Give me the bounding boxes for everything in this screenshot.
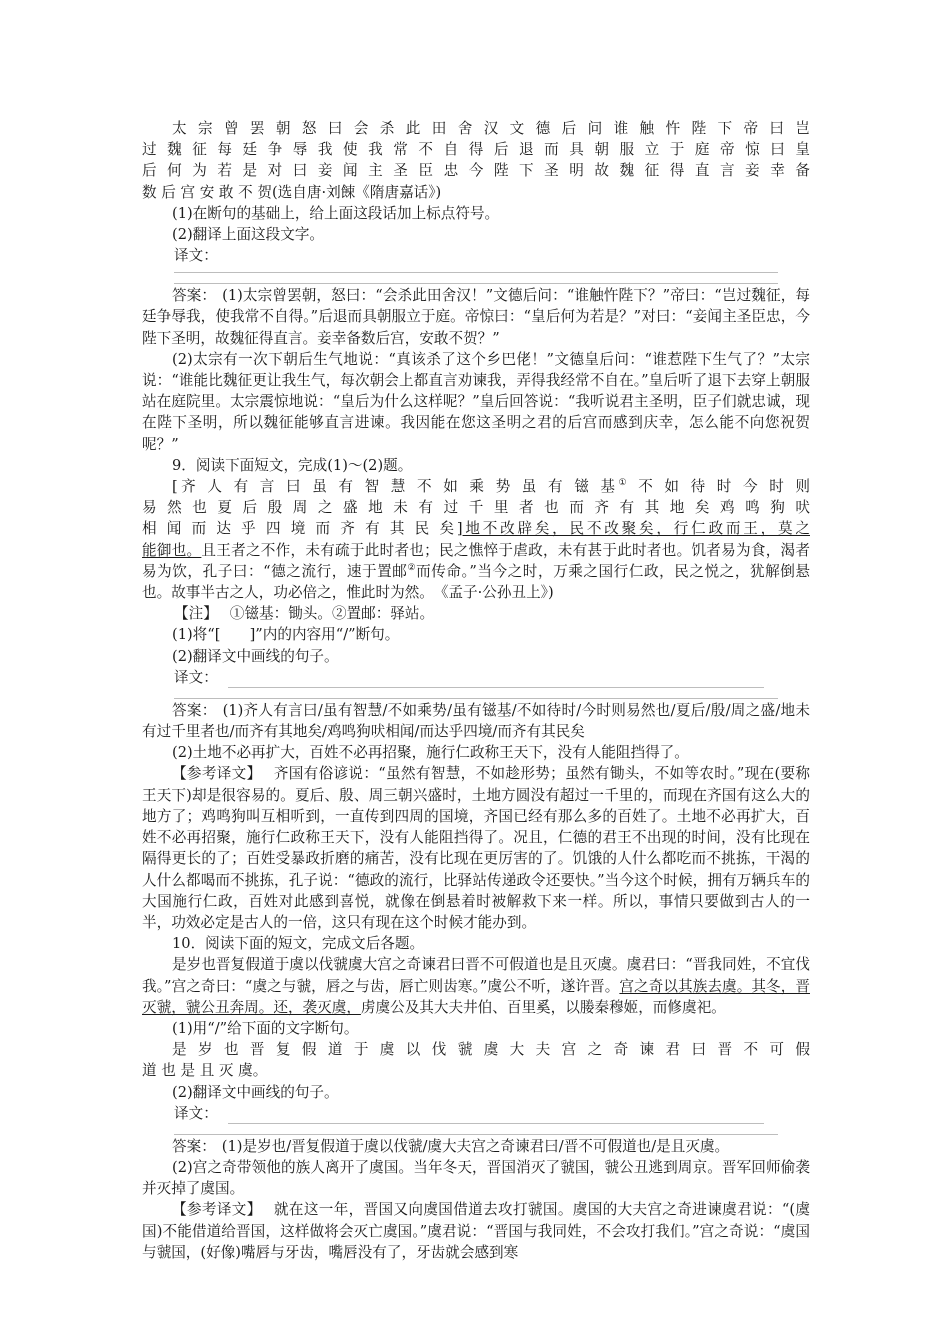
q8-task-2: (2)翻译上面这段文字。: [172, 226, 325, 244]
translation-label: 译文：: [174, 247, 218, 265]
q10-heading: 10．阅读下面的短文，完成文后各题。: [172, 935, 425, 953]
reference-label: 【参考译文】: [172, 1201, 262, 1219]
q8-passage-line: 后 何 为 若 是 对 曰 妾 闻 主 圣 臣 忠 今 陛 下 圣 明 故 魏 征 得 直 言 妾 幸 备: [142, 162, 810, 180]
answer-blank-line: [228, 673, 764, 688]
q9-note: 【注】 ①镃基：锄头。②置邮：驿站。: [174, 605, 435, 623]
answer-label: 答案：: [172, 1137, 216, 1155]
q9-task-2: (2)翻译文中画线的句子。: [172, 647, 339, 665]
q10-translation-line: [142, 1103, 810, 1124]
underlined-sentence: 宫之奇以其族去虞。其冬，晋灭虢，虢公丑奔周。还，袭灭虞，: [142, 977, 810, 1016]
q9-task-1: (1)将“[ ]”内的内容用“/”断句。: [172, 626, 400, 644]
q10-reference-translation: 【参考译文】 就在这一年，晋国又向虞国借道去攻打虢国。虞国的大夫宫之奇进谏虞君说：“(虞国)不能借道给晋国，这样做将会灭亡虞国。”虞君说：“晋国与我同姓，不会攻打我们。”宫之奇说：“虞国与虢国，(好像)嘴唇与牙齿，嘴唇没有了，牙齿就会感到寒: [142, 1201, 810, 1261]
q10-answer-1: 答案： (1)是岁也/晋复假道于虞以伐虢/虞大夫宫之奇谏君曰/晋不可假道也/是且灭虞。: [172, 1137, 730, 1155]
q10-task-2: (2)翻译文中画线的句子。: [172, 1083, 339, 1101]
answer-blank-line: [174, 1134, 778, 1135]
q9-reference-translation: 【参考译文】 齐国有俗谚说：“虽然有智慧，不如趁形势；虽然有锄头，不如等农时。”现在(要称王天下)却是很容易的。夏后、殷、周三朝兴盛时，土地方圆没有超过一千里的，而现在齐国有这么大的地方了；鸡鸣狗叫互相听到，一直传到四周的国境，齐国已经有那么多的百姓了。土地不必再扩大，百姓不必再招聚，施行仁政称王天下，没有人能阻挡得了。况且，仁德的君王不出现的时间，没有比现在隔得更长的了；百姓受暴政折磨的痛苦，没有比现在更厉害的了。饥饿的人什么都吃而不挑拣，干渴的人什么都喝而不挑拣，孔子说：“德政的流行，比驿站传递政令还要快。”当今这个时候，拥有万辆兵车的大国施行仁政，百姓对此感到喜悦，就像在倒悬着时被解救下来一样。所以，事情只要做到古人的一半，功效必定是古人的一倍，这只有现在这个时候才能办到。: [142, 765, 810, 931]
q8-answer-1: 答案： (1)太宗曾罢朝，怒曰：“会杀此田舍汉！”文德后问：“谁触忤陛下？”帝曰：“岂过魏征，每廷争辱我，使我常不自得。”后退而具朝服立于庭。帝惊曰：“皇后何为若是？”对曰：“妾闻主圣臣忠，今陛下圣明，故魏征得直言。妾幸备数后宫，安敢不贺？”: [142, 287, 810, 347]
q10-task-1: (1)用“/”给下面的文字断句。: [172, 1019, 359, 1037]
q10-spaced-line: 道 也 是 且 灭 虞。: [142, 1062, 268, 1080]
underlined-sentence: 能御也。: [142, 541, 202, 559]
translation-label: 译文：: [174, 1104, 218, 1122]
q9-answer-1: 答案： (1)齐人有言曰/虽有智慧/不如乘势/虽有镃基/不如待时/今时则易然也/夏后/殷/周之盛/地未有过千里者也/而齐有其地矣/鸡鸣狗吠相闻/而达乎四境/而齐有其民矣: [142, 701, 810, 741]
answer-blank-line: [174, 283, 778, 284]
q9-answer-2: (2)土地不必再扩大，百姓不必再招聚，施行仁政称王天下，没有人能阻挡得了。: [172, 744, 689, 762]
q8-translation-line: [142, 245, 810, 266]
answer-blank-line: [174, 698, 778, 699]
q8-passage-line: 过 魏 征 每 廷 争 辱 我 使 我 常 不 自 得 后 退 而 具 朝 服 立 于 庭 帝 惊 曰 皇: [142, 141, 810, 159]
underlined-sentence: 地不改辟矣，民不改聚矣，行仁政而王，莫之: [462, 520, 810, 538]
answer-label: 答案：: [172, 287, 217, 305]
q10-answer-2: (2)宫之奇带领他的族人离开了虞国。当年冬天，晋国消灭了虢国，虢公丑逃到周京。晋军回师偷袭并灭掉了虞国。: [142, 1158, 810, 1198]
q9-bracket-line: 易 然 也 夏 后 殷 周 之 盛 地 未 有 过 千 里 者 也 而 齐 有 其 地 矣 鸡 鸣 狗 吠: [142, 499, 810, 517]
q8-passage-last: 数 后 宫 安 敢 不 贺(选自唐·刘餗《隋唐嘉话》): [142, 183, 442, 201]
q9-bracket-line: [齐 人 有 言 曰 虽 有 智 慧 不 如 乘 势 虽 有 镃 基① 不 如 待 时 今 时 则: [172, 478, 810, 496]
q9-bracket-line: 相 闻 而 达 乎 四 境 而 齐 有 其 民 矣]地不改辟矣，民不改聚矣，行仁政而王，莫之: [142, 520, 810, 538]
q9-translation-line: [142, 667, 810, 688]
q9-heading: 9．阅读下面短文，完成(1)～(2)题。: [172, 456, 413, 474]
q10-spaced-line: 是 岁 也 晋 复 假 道 于 虞 以 伐 虢 虞 大 夫 宫 之 奇 谏 君 曰 晋 不 可 假: [172, 1041, 810, 1059]
answer-label: 答案：: [172, 701, 217, 719]
document-page: [142, 118, 810, 1263]
q10-passage: 是岁也晋复假道于虞以伐虢虞大宫之奇谏君曰晋不可假道也是且灭虞。虞君曰：“晋我同姓，不宜伐我。”宫之奇曰：“虞之与虢，唇之与齿，唇亡则齿寒。”虞公不听，遂许晋。宫之奇以其族去虞。其冬，晋灭虢，虢公丑奔周。还，袭灭虞，虏虞公及其大夫井伯、百里奚，以媵秦穆姬，而修虞祀。: [142, 956, 810, 1016]
q9-passage-rest: 能御也。且王者之不作，未有疏于此时者也；民之憔悴于虐政，未有甚于此时者也。饥者易为食，渴者易为饮，孔子曰：“德之流行，速于置邮②而传命。”当今之时，万乘之国行仁政，民之悦之，犹解倒悬也。故事半古之人，功必倍之，惟此时为然。 《孟子·公孙丑上》): [142, 541, 810, 602]
q8-task-1: (1)在断句的基础上，给上面这段话加上标点符号。: [172, 204, 500, 222]
note-label: 【注】: [174, 605, 218, 623]
reference-label: 【参考译文】: [172, 765, 262, 783]
q8-passage-line: 太 宗 曾 罢 朝 怒 曰 会 杀 此 田 舍 汉 文 德 后 问 谁 触 忤 陛 下 帝 曰 岂: [172, 120, 810, 137]
q8-answer-2: (2)太宗有一次下朝后生气地说：“真该杀了这个乡巴佬！”文德皇后问：“谁惹陛下生气了？”太宗说：“谁能比魏征更让我生气，每次朝会上都直言劝谏我，弄得我经常不自在。”皇后听了退下去穿上朝服站在庭院里。太宗震惊地说：“皇后为什么这样呢？”皇后回答说：“我听说君主圣明，臣子们就忠诚，现在陛下圣明，所以魏征能够直言进谏。我因能在您这圣明之君的后宫而感到庆幸，怎么能不向您祝贺呢？”: [142, 350, 810, 453]
translation-label: 译文：: [174, 668, 218, 686]
answer-blank-line: [228, 1109, 764, 1124]
